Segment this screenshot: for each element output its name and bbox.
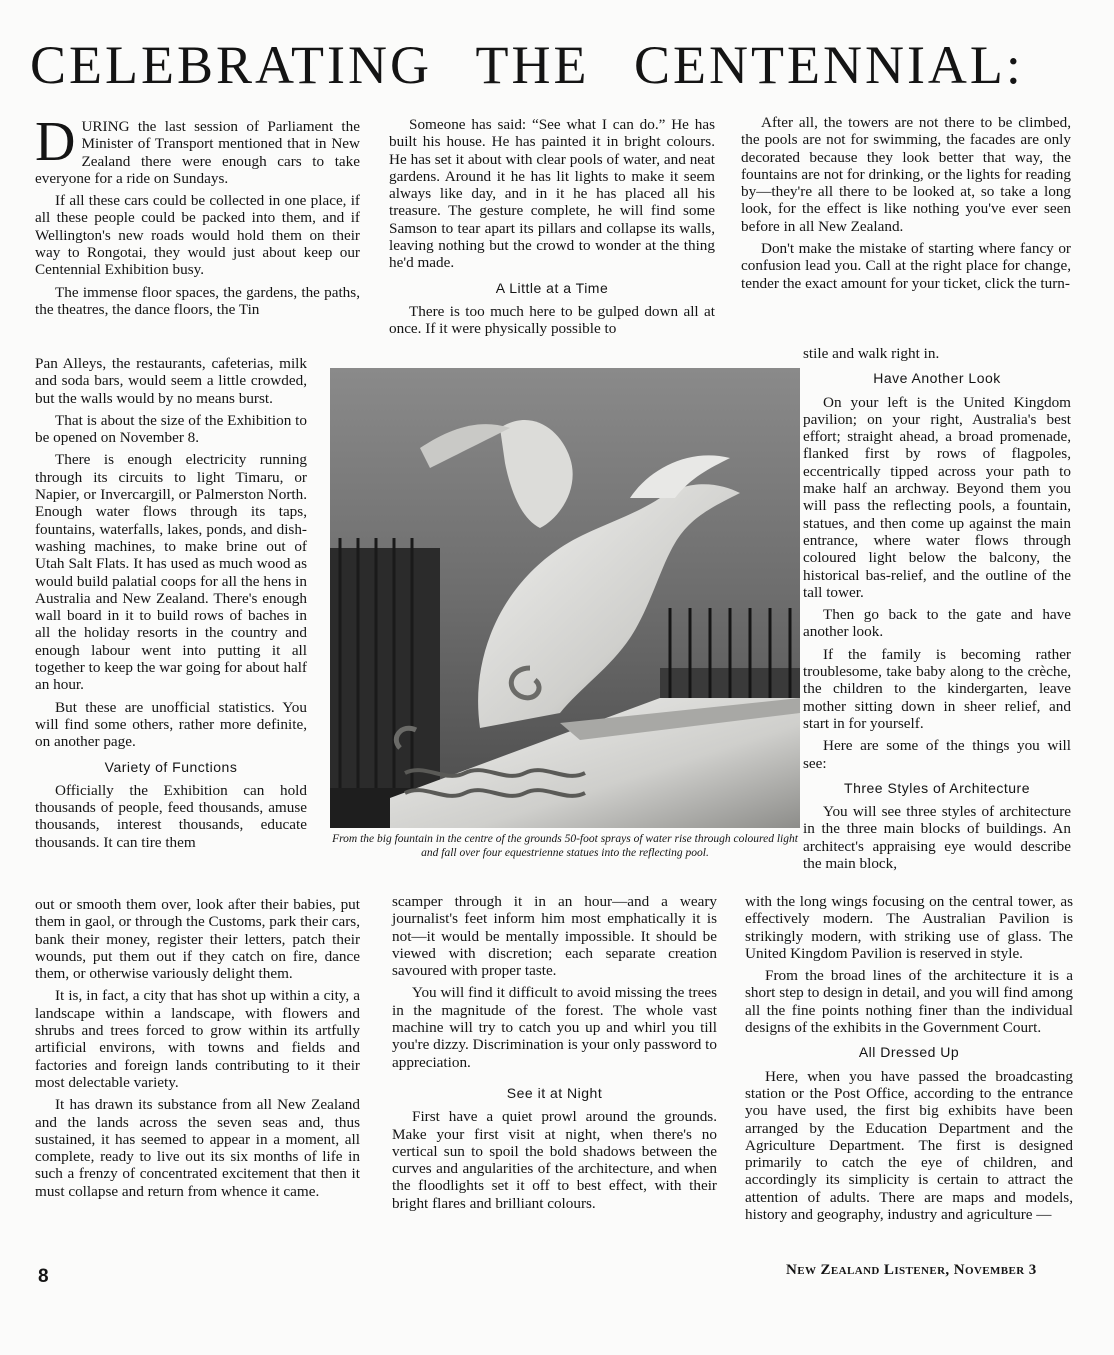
paragraph: On your left is the United Kingdom pavilion; on your right, Australia's best effort; straight ahead, a broad promenade, flanked first by rows of flagpoles, eccentrically tipped across your path to make half an archway. Beyond them you will pass the reflecting pools, a fountain, statues, and then come up against the main entrance, where water flows through coloured light below the balcony, the historical bas-relief, and the outline of the tall tower. [803,393,1071,601]
paragraph: If all these cars could be collected in one place, if all these people could be packed into them, and if Wellington's new roads would hold them on their way to Rongotai, they would just about keep our Centennial Exhibition busy. [35,192,360,279]
subheading: See it at Night [506,1084,603,1101]
paragraph: Then go back to the gate and have another look. [803,606,1071,641]
page-number: 8 [38,1266,49,1287]
article-column-1-bottom [35,896,360,1205]
paragraph: Here are some of the things you will see: [803,737,1071,772]
paragraph: From the broad lines of the architecture it is a short step to design in detail, and you will find among all the fine points nothing finer than the individual designs of the exhibits in the Government Court. [745,967,1073,1037]
paragraph: Don't make the mistake of starting where fancy or confusion lead you. Call at the right place for change, tender the exact amount for your ticket, click the turn- [741,240,1071,292]
article-column-1 [35,111,360,318]
paragraph: Officially the Exhibition can hold thousands of people, feed thousands, amuse thousands, interest thousands, educate thousands. It can tire them [35,781,307,851]
paragraph: You will see three styles of architecture in the three main blocks of buildings. An architect's appraising eye would describe the main block, [803,803,1071,873]
paragraph: There is too much here to be gulped down all at once. If it were physically possible to [389,302,715,338]
subheading: All Dressed Up [858,1044,960,1061]
paragraph: But these are unofficial statistics. You will find some others, rather more definite, on another page. [35,698,307,751]
paragraph: DURING the last session of Parliament the Minister of Transport mentioned that in New Zealand there were enough cars to take everyone for a ride on Sundays. [35,111,360,187]
paragraph: with the long wings focusing on the central tower, as effectively modern. The Australian Pavilion is strikingly modern, with striking use of glass. The United Kingdom Pavilion is reserved in style. [745,893,1073,962]
fountain-photo [330,368,800,828]
paragraph: After all, the towers are not there to be climbed, the pools are not for swimming, the facades are only decorated because they look better that way, the fountains are not for drinking, or the lights for reading by—they're all there to be looked at, so take a long look, for the effect is like nothing you've ever seen before in all New Zealand. [741,114,1071,235]
paragraph: Pan Alleys, the restaurants, cafeterias, milk and soda bars, would seem a little crowded, but the walls would by no means burst. [35,355,307,407]
subheading: A Little at a Time [495,279,609,296]
subheading: Three Styles of Architecture [844,779,1030,796]
article-column-3-bottom [745,893,1073,1228]
paragraph: If the family is becoming rather troublesome, take baby along to the crèche, the children to the kindergarten, leave mother sitting down in sheer relief, and start in for yourself. [803,645,1071,732]
masthead: New Zealand Listener, November 3 [786,1262,1037,1278]
paragraph: It has drawn its substance from all New Zealand and the lands across the seven seas and, thus sustained, it has seemed to appear in a moment, all complete, ready to live out its six months of life in such a frenzy of concentrated excitement that then it must collapse and return from whence it came. [35,1096,360,1200]
paragraph: You will find it difficult to avoid missing the trees in the magnitude of the forest. The whole vast machine will try to catch you up and whirl you till you're dizzy. Discrimination is your only password to appreciation. [392,984,717,1071]
paragraph: scamper through it in an hour—and a weary journalist's feet inform him most emphatically it is not—it would be mentally impossible. It should be viewed with discretion; each separate creation savoured with proper taste. [392,893,717,980]
paragraph: It is, in fact, a city that has shot up within a city, a landscape within a landscape, with flowers and shrubs and trees forced to grow within its artfully artificial environs, with towns and fields and factories and foreign lands contributing to it their most delectable variety. [35,987,360,1091]
paragraph: There is enough electricity running through its circuits to light Timaru, or Napier, or Invercargill, or Palmerston North. Enough water flows through its taps, fountains, waterfalls, lakes, ponds, and dish-washing machines, to make brine out of Utah Salt Flats. It has used as much wood as would build palatial coops for all the hens in Australia and New Zealand. There's enough wall board in it to build rows of baches in all the holiday resorts in the country and enough labour went into putting it all together to keep the war going for about half an hour. [35,451,307,694]
headline: CELEBRATING THE CENTENNIAL: [30,35,1024,95]
paragraph: First have a quiet prowl around the grounds. Make your first visit at night, when there's no vertical sun to spoil the bold shadows between the curves and angularities of the architecture, and when the floodlights set it off to best effect, with their bright flares and brilliant colours. [392,1108,717,1212]
paragraph: That is about the size of the Exhibition to be opened on November 8. [35,411,307,447]
subheading: Variety of Functions [104,758,238,775]
photo-caption: From the big fountain in the centre of the grounds 50-foot sprays of water rise through coloured light and fall over four equestrienne statues into the reflecting pool. [332,833,798,859]
article-column-2 [389,116,715,343]
article-column-2-bottom [392,893,717,1217]
paragraph: stile and walk right in. [803,345,940,362]
article-column-3-narrow [803,345,1071,872]
paragraph: Someone has said: “See what I can do.” He has built his house. He has painted it in bright colours. He has set it about with clear pools of water, and neat gardens. Around it he has lit lights to make it seem always like day, and in it he has placed all his treasure. The gesture complete, he will find some Samson to tear apart its pillars and collapse its walls, leaving nothing but the crowd to wonder at the thing he'd made. [389,116,715,272]
paragraph: Here, when you have passed the broadcasting station or the Post Office, according to the entrance you have used, the first big exhibits have been arranged by the Education Department and the Agriculture Department. The first is designed primarily to catch the eye of children, and accordingly its simplicity is certain to attract the attention of adults. There are maps and models, history and geography, industry and agriculture — [745,1067,1073,1224]
article-column-1-narrow [35,355,307,851]
paragraph: The immense floor spaces, the gardens, the paths, the theatres, the dance floors, the Tin [35,283,360,318]
drop-cap: D [35,111,76,173]
fountain-statue-image [330,368,800,828]
paragraph: out or smooth them over, look after their babies, put them in gaol, or through the Customs, park their cars, bank their money, register their letters, patch their wounds, put them out if they catch on fire, dance them, or otherwise variously delight them. [35,896,360,983]
subheading: Have Another Look [873,370,1001,387]
article-column-3 [741,114,1071,292]
